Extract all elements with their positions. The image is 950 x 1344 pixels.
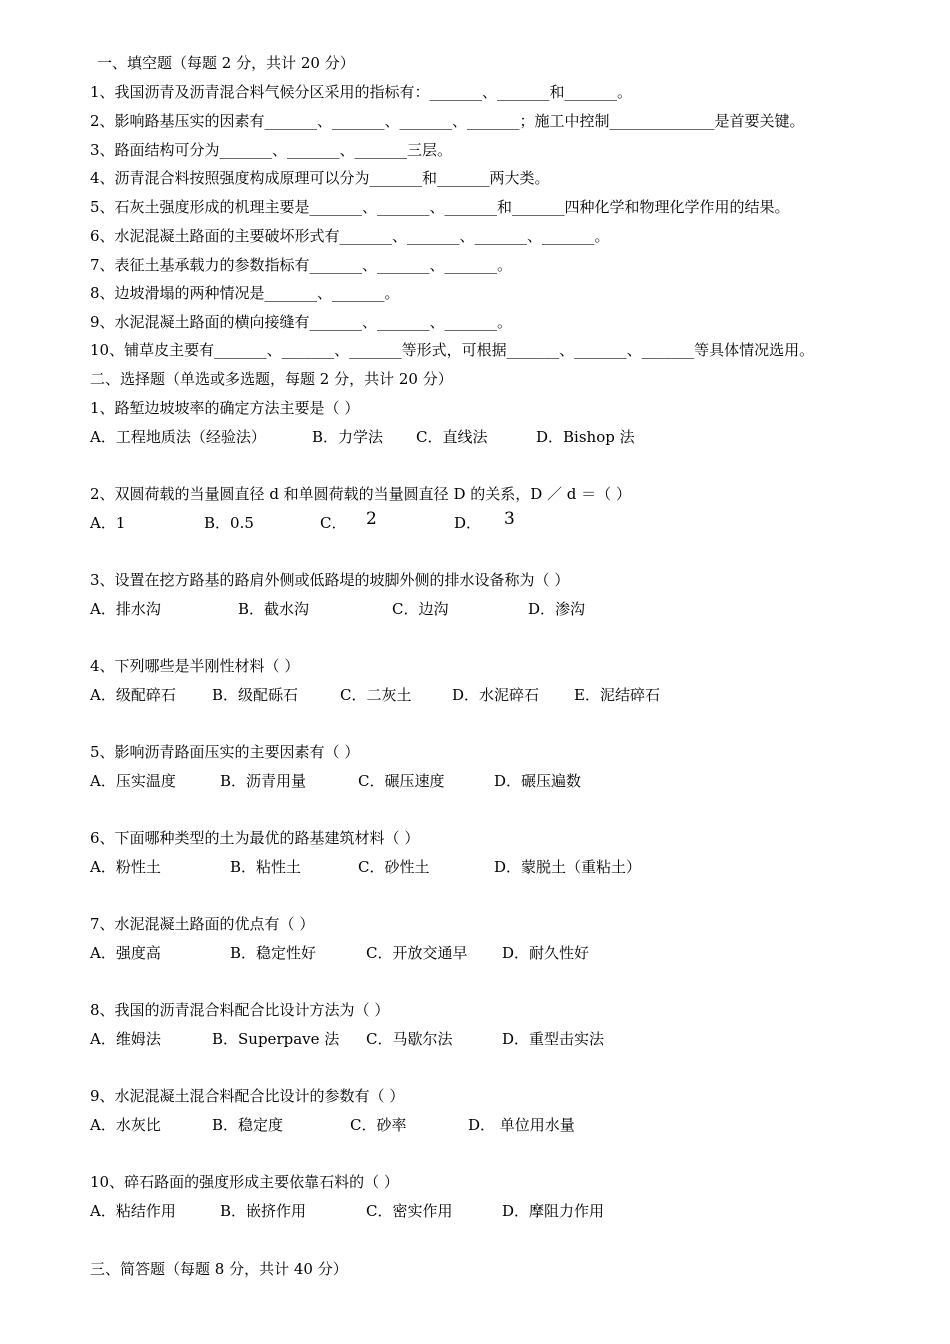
choice-question-6-option-a: A．粉性土 — [90, 858, 161, 876]
choice-question-7-option-a: A．强度高 — [90, 944, 161, 962]
choice-question-1-option-b: B．力学法 — [312, 428, 384, 446]
fill-question-5: 5、石灰土强度形成的机理主要是_______、_______、_______和_______四种化学和物理化学作用的结果。 — [90, 198, 790, 216]
choice-question-3-option-b: B．截水沟 — [238, 600, 310, 618]
section3-heading: 三、简答题（每题 8 分，共计 40 分） — [90, 1260, 348, 1278]
choice-question-4-stem: 4、下列哪些是半刚性材料（ ） — [90, 657, 300, 675]
choice-question-8-option-b: B．Superpave 法 — [212, 1030, 340, 1048]
fill-question-3: 3、路面结构可分为_______、_______、_______三层。 — [90, 141, 453, 159]
choice-question-4-option-d: D．水泥碎石 — [452, 686, 540, 704]
choice-question-10-option-c: C．密实作用 — [366, 1202, 453, 1220]
section2-heading: 二、选择题（单选或多选题，每题 2 分，共计 20 分） — [90, 370, 453, 388]
choice-question-3-option-d: D．渗沟 — [528, 600, 586, 618]
choice-question-2-option-d: D． — [454, 514, 482, 532]
fill-question-10: 10、铺草皮主要有_______、_______、_______等形式，可根据_______、_______、_______等具体情况选用。 — [90, 341, 815, 359]
choice-question-4-option-c: C．二灰土 — [340, 686, 412, 704]
choice-question-3-stem: 3、设置在挖方路基的路肩外侧或低路堤的坡脚外侧的排水设备称为（ ） — [90, 571, 570, 589]
fill-question-9: 9、水泥混凝土路面的横向接缝有_______、_______、_______。 — [90, 313, 513, 331]
fill-question-4: 4、沥青混合料按照强度构成原理可以分为_______和_______两大类。 — [90, 169, 550, 187]
choice-question-4-option-b: B．级配砾石 — [212, 686, 299, 704]
choice-question-5-option-d: D．碾压遍数 — [494, 772, 582, 790]
choice-question-6-option-b: B．粘性土 — [230, 858, 302, 876]
choice-question-2-option-a: A．1 — [90, 514, 126, 532]
choice-question-2-option-b: B．0.5 — [204, 514, 254, 532]
choice-question-10-option-a: A．粘结作用 — [90, 1202, 176, 1220]
choice-question-10-option-b: B．嵌挤作用 — [220, 1202, 307, 1220]
choice-question-1-option-d: D．Bishop 法 — [536, 428, 635, 446]
fill-question-1: 1、我国沥青及沥青混合料气候分区采用的指标有：_______、_______和_______。 — [90, 83, 633, 101]
choice-question-5-option-c: C．碾压速度 — [358, 772, 445, 790]
choice-question-10-option-d: D．摩阻力作用 — [502, 1202, 605, 1220]
choice-question-1-stem: 1、路堑边坡坡率的确定方法主要是（ ） — [90, 399, 360, 417]
choice-question-9-option-a: A．水灰比 — [90, 1116, 161, 1134]
choice-question-9-option-b: B．稳定度 — [212, 1116, 284, 1134]
fill-question-7: 7、表征土基承载力的参数指标有_______、_______、_______。 — [90, 256, 513, 274]
choice-question-2-option-c: C． — [320, 514, 347, 532]
choice-question-8-option-a: A．维姆法 — [90, 1030, 161, 1048]
choice-question-2-stem: 2、双圆荷载的当量圆直径 d 和单圆荷载的当量圆直径 D 的关系，D ／ d ＝（ ） — [90, 485, 631, 503]
choice-question-5-option-b: B．沥青用量 — [220, 772, 307, 790]
choice-question-8-option-c: C．马歇尔法 — [366, 1030, 453, 1048]
choice-question-9-option-d: D． 单位用水量 — [468, 1116, 575, 1134]
choice-question-8-stem: 8、我国的沥青混合料配合比设计方法为（ ） — [90, 1001, 390, 1019]
choice-question-3-option-c: C．边沟 — [392, 600, 449, 618]
choice-question-10-stem: 10、碎石路面的强度形成主要依靠石料的（ ） — [90, 1173, 399, 1191]
choice-question-7-stem: 7、水泥混凝土路面的优点有（ ） — [90, 915, 315, 933]
fill-question-8: 8、边坡滑塌的两种情况是_______、_______。 — [90, 284, 400, 302]
choice-question-9-option-c: C．砂率 — [350, 1116, 407, 1134]
choice-question-1-option-a: A．工程地质法（经验法） — [90, 428, 266, 446]
choice-question-2-option-c-value: 2 — [366, 509, 377, 529]
choice-question-7-option-c: C．开放交通早 — [366, 944, 468, 962]
choice-question-7-option-b: B．稳定性好 — [230, 944, 317, 962]
choice-question-5-stem: 5、影响沥青路面压实的主要因素有（ ） — [90, 743, 360, 761]
fill-question-6: 6、水泥混凝土路面的主要破坏形式有_______、_______、_______、_______。 — [90, 227, 610, 245]
choice-question-9-stem: 9、水泥混凝土混合料配合比设计的参数有（ ） — [90, 1087, 405, 1105]
choice-question-6-option-c: C．砂性土 — [358, 858, 430, 876]
choice-question-6-stem: 6、下面哪种类型的土为最优的路基建筑材料（ ） — [90, 829, 420, 847]
choice-question-4-option-a: A．级配碎石 — [90, 686, 176, 704]
choice-question-1-option-c: C．直线法 — [416, 428, 488, 446]
choice-question-7-option-d: D．耐久性好 — [502, 944, 590, 962]
fill-question-2: 2、影响路基压实的因素有_______、_______、_______、_______；施工中控制______________是首要关键。 — [90, 112, 805, 130]
choice-question-6-option-d: D．蒙脱土（重粘土） — [494, 858, 642, 876]
section1-heading: 一、填空题（每题 2 分，共计 20 分） — [97, 54, 355, 72]
choice-question-5-option-a: A．压实温度 — [90, 772, 176, 790]
choice-question-3-option-a: A．排水沟 — [90, 600, 161, 618]
choice-question-2-option-d-value: 3 — [504, 509, 515, 529]
choice-question-8-option-d: D．重型击实法 — [502, 1030, 605, 1048]
choice-question-4-option-e: E．泥结碎石 — [574, 686, 660, 704]
